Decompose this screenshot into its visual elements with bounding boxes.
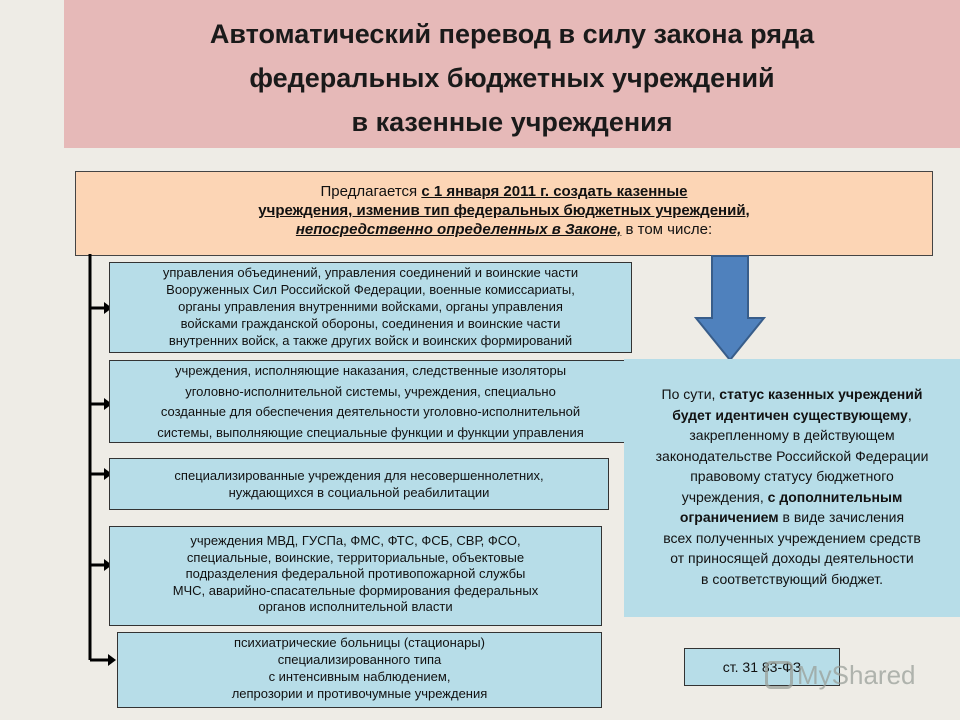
category-line: лепрозории и противочумные учреждения: [231, 686, 488, 701]
intro-prefix: Предлагается: [320, 183, 422, 200]
category-line: управления объединений, управления соединений и воинские части: [162, 265, 579, 280]
intro-box: [75, 171, 933, 256]
category-line: специальные, воинские, территориальные, объектовые: [186, 549, 525, 565]
summary-bold-text: с дополнительным: [767, 488, 903, 505]
category-line: подразделения федеральной противопожарной службы: [185, 566, 526, 581]
watermark: [765, 655, 935, 695]
category-line: учреждения МВД, ГУСПа, ФМС, ФТС, ФСБ, СВР, ФСО,: [190, 533, 521, 548]
category-line: специализированные учреждения для несовершеннолетних,: [174, 468, 544, 483]
category-line: нуждающихся в социальной реабилитации: [228, 485, 490, 500]
category-line: войсками гражданской обороны, соединения и воинские части: [180, 316, 561, 331]
title-line: Автоматический перевод в силу закона ряда: [209, 19, 815, 49]
summary-text: всех полученных учреждением средств: [663, 529, 921, 546]
summary-text: закрепленному в действующем: [689, 427, 895, 443]
summary-box: [624, 359, 960, 617]
category-box-minors: [109, 458, 609, 510]
intro-underlined-text: непосредственно определенных в Законе,: [295, 221, 622, 238]
summary-text: ,: [907, 406, 912, 423]
down-arrow-icon: [694, 254, 766, 362]
intro-underlined-text: с 1 января 2011 г. создать казенные: [421, 183, 688, 200]
category-line: учреждения, исполняющие наказания, следственные изоляторы: [174, 363, 567, 378]
law-reference-label: ст. 31 83-ФЗ: [722, 659, 802, 675]
category-line: с интенсивным наблюдением,: [268, 669, 451, 684]
summary-text: от приносящей доходы деятельности: [670, 550, 914, 566]
category-line: МЧС, аварийно-спасательные формирования федеральных: [172, 582, 539, 598]
summary-text: По сути,: [661, 386, 720, 402]
intro-underlined-text: учреждения, изменив тип федеральных бюджетных учреждений,: [258, 202, 750, 219]
summary-bold-text: статус казенных учреждений: [719, 386, 923, 402]
category-line: системы, выполняющие специальные функции и функции управления: [157, 424, 584, 440]
summary-text: в виде зачисления: [778, 509, 905, 525]
category-box-penal: [109, 360, 632, 443]
category-line: специализированного типа: [277, 652, 442, 667]
summary-text: законодательстве Российской Федерации: [655, 447, 929, 464]
watermark-logo-icon: [765, 661, 793, 689]
category-line: органы управления внутренними войсками, органы управления: [178, 299, 563, 314]
watermark-text: MyShared: [797, 660, 916, 690]
category-line: психиатрические больницы (стационары): [234, 635, 485, 650]
category-line: созданные для обеспечения деятельности уголовно-исполнительной: [160, 404, 581, 419]
category-box-security-agencies: [109, 526, 602, 626]
summary-text: правовому статусу бюджетного: [690, 468, 894, 484]
category-box-military: [109, 262, 632, 353]
title-line: федеральных бюджетных учреждений: [249, 63, 775, 93]
summary-bold-text: ограничением: [679, 509, 779, 525]
category-line: уголовно-исполнительной системы, учреждения, специально: [185, 383, 556, 399]
summary-text: в соответствующий бюджет.: [701, 570, 883, 587]
category-line: внутренних войск, а также других войск и воинских формирований: [168, 333, 573, 348]
category-line: органов исполнительной власти: [258, 599, 453, 614]
slide-title: [64, 12, 960, 144]
category-box-hospitals: [117, 632, 602, 708]
intro-suffix: в том числе:: [621, 221, 713, 238]
category-line: Вооруженных Сил Российской Федерации, военные комиссариаты,: [166, 282, 575, 297]
title-line: в казенные учреждения: [351, 107, 673, 137]
summary-bold-text: будет идентичен существующему: [672, 406, 908, 423]
summary-text: учреждения,: [681, 488, 768, 505]
